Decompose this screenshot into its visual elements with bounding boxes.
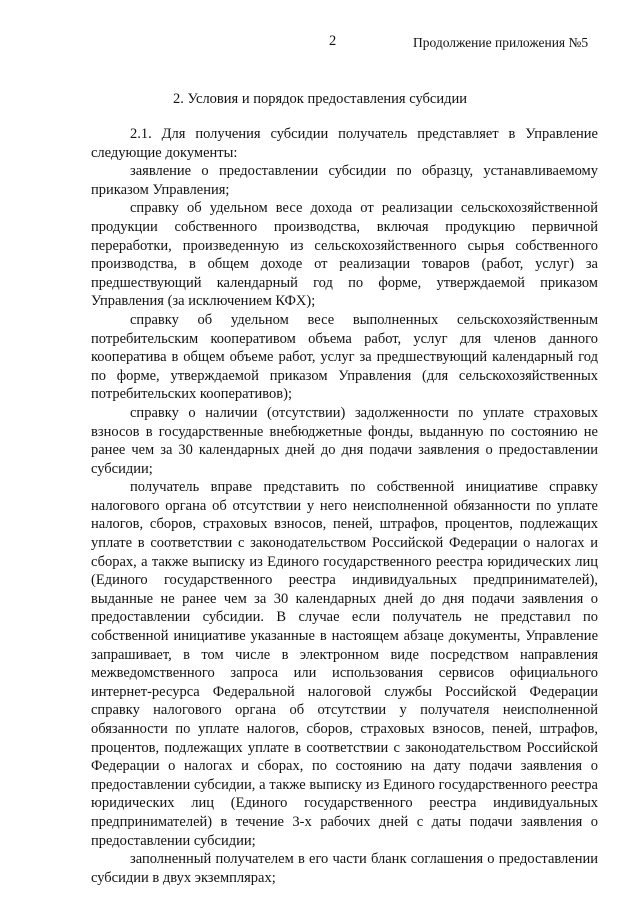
appendix-continuation-note: Продолжение приложения №5 — [413, 35, 589, 50]
paragraph-cooperative-work-certificate: справку об удельном весе выполненных сельскохозяйственным потребительским кооперативом объема работ, услуг для членов данного кооператива в общем объеме работ, услуг за предшествующий календарный год по форме, утверждаемой приказом Управления (для сельскохозяйственных потребительских кооперативов); — [91, 311, 598, 403]
section-heading: 2. Условия и порядок предоставления субсидии — [172, 91, 467, 107]
page-number: 2 — [329, 33, 337, 49]
paragraph-documents-intro: 2.1. Для получения субсидии получатель представляет в Управление следующие документы: — [91, 126, 598, 161]
document-body — [91, 125, 598, 887]
paragraph-tax-certificate-and-registry-extract: получатель вправе представить по собственной инициативе справку налогового органа об отсутствии у него неисполненной обязанности по уплате налогов, сборов, страховых взносов, пеней, штрафов, процентов, подлежащих уплате в соответствии с законодательством Российской Федерации о налогах и сборах, а также выписку из Единого государственного реестра юридических лиц (Единого государственного реестра индивидуальных предпринимателей), выданные не ранее чем за 30 календарных дней до дня подачи заявления о предоставлении субсидии. В случае если получатель не представил по собственной инициативе указанные в настоящем абзаце документы, Управление запрашивает, в том числе в электронном виде посредством направления межведомственного запроса или использования сервисов официального интернет-ресурса Федеральной налоговой службы Российской Федерации справку налогового органа об отсутствии у получателя неисполненной обязанности по уплате налогов, сборов, страховых взносов, пеней, штрафов, процентов, подлежащих уплате в соответствии с законодательством Российской Федерации о налогах и сборах, по состоянию на дату подачи заявления о предоставлении субсидии, а также выписку из Единого государственного реестра юридических лиц (Единого государственного реестра индивидуальных предпринимателей) в течение 3-х рабочих дней с даты подачи заявления о предоставлении субсидии; — [91, 479, 598, 849]
paragraph-application: заявление о предоставлении субсидии по образцу, устанавливаемому приказом Управления; — [91, 163, 598, 198]
paragraph-agreement-form: заполненный получателем в его части бланк соглашения о предоставлении субсидии в двух экземплярах; — [91, 851, 598, 886]
paragraph-insurance-debt-certificate: справку о наличии (отсутствии) задолженности по уплате страховых взносов в государственные внебюджетные фонды, выданную по состоянию не ранее чем за 30 календарных дней до дня подачи заявления о предоставлении субсидии; — [91, 404, 598, 477]
paragraph-income-share-certificate: справку об удельном весе дохода от реализации сельскохозяйственной продукции собственного производства, включая продукцию первичной переработки, произведенную из сельскохозяйственного сырья собственного производства, в общем доходе от реализации товаров (работ, услуг) за предшествующий календарный год по форме, утверждаемой приказом Управления (за исключением КФХ); — [91, 200, 598, 310]
